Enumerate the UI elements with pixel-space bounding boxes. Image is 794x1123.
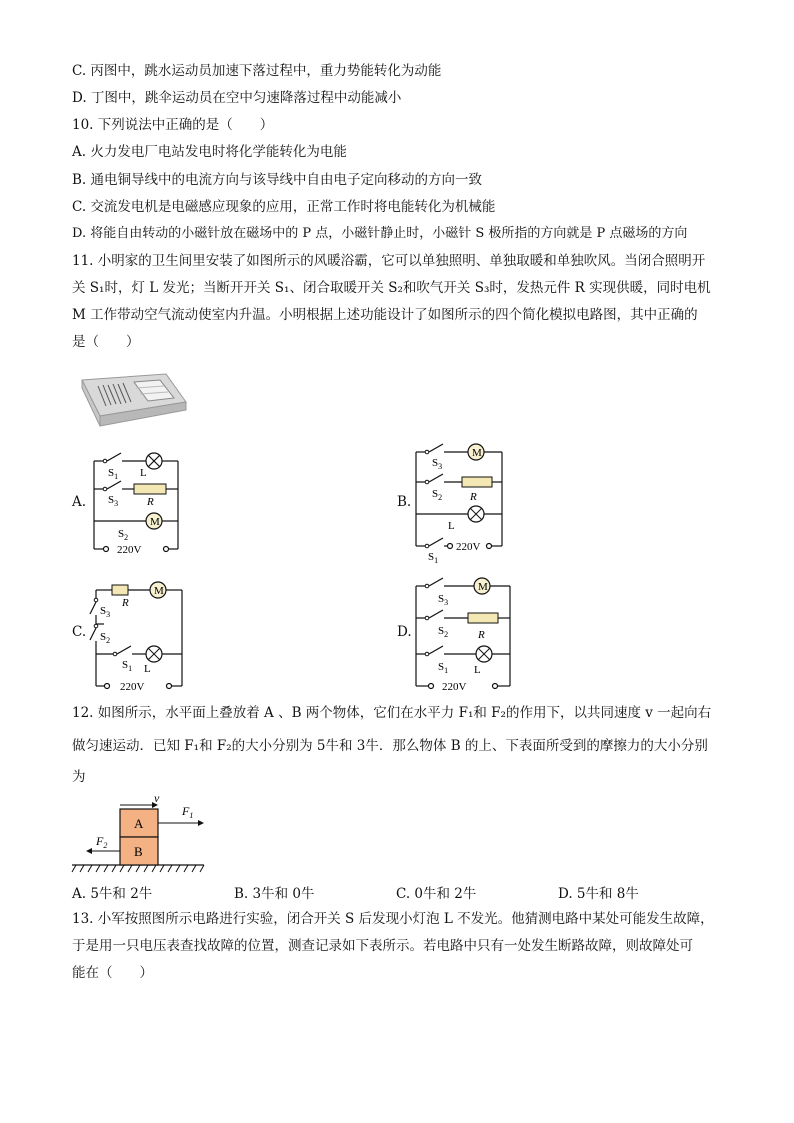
svg-text:A: A <box>134 816 144 831</box>
svg-text:L: L <box>140 467 147 479</box>
svg-text:L: L <box>144 663 151 675</box>
q12-stem-line2: 做匀速运动．已知 F₁和 F₂的大小分别为 5牛和 3牛．那么物体 B 的上、下表面所受到的摩擦力的大小分别 <box>72 738 708 754</box>
svg-text:S1: $S_1$ <box>438 661 449 675</box>
svg-text:S2: $S_2$ <box>100 631 111 645</box>
svg-text:M: M <box>154 585 164 597</box>
svg-text:F1: $F_1$ <box>182 804 194 820</box>
q11-stem-line3: M 工作带动空气流动使室内升温。小明根据上述功能设计了如图所示的四个简化模拟电路图，其中正确的 <box>72 307 698 323</box>
q9-option-d: D. 丁图中，跳伞运动员在空中匀速降落过程中动能减小 <box>72 90 402 106</box>
svg-text:S1: $S_1$ <box>428 551 439 565</box>
svg-text:S3: $S_3$ <box>438 593 449 607</box>
circuit-a <box>90 445 190 557</box>
q12-option-c: C. 0牛和 2牛 <box>396 886 477 902</box>
q10-option-b: B. 通电铜导线中的电流方向与该导线中自由电子定向移动的方向一致 <box>72 172 483 188</box>
circuit-c <box>88 578 188 693</box>
q11-stem-line1: 11. 小明家的卫生间里安装了如图所示的风暖浴霸，它可以单独照明、单独取暖和单独吹风。当闭合照明开 <box>72 253 706 269</box>
option-c-label: C. <box>72 624 87 640</box>
circuit-b <box>412 438 512 564</box>
svg-text:S3: $S_3$ <box>100 605 111 619</box>
svg-text:R: R <box>122 597 129 609</box>
svg-text:B: B <box>134 844 143 859</box>
option-a-label: A. <box>72 494 87 510</box>
q12-stem-line1: 12. 如图所示，水平面上叠放着 A 、B 两个物体，它们在水平力 F₁和 F₂的作用下，以共同速度 v 一起向右 <box>72 705 712 721</box>
svg-text:R: R <box>478 629 485 641</box>
svg-text:S2: $S_2$ <box>438 625 449 639</box>
bath-heater-image <box>78 372 190 430</box>
svg-text:L: L <box>474 664 481 676</box>
option-b-label: B. <box>397 494 412 510</box>
q10-stem: 10. 下列说法中正确的是（ ） <box>72 117 274 133</box>
svg-text:S2: $S_2$ <box>118 528 129 542</box>
option-d-label: D. <box>397 624 412 640</box>
q9-option-c: C. 丙图中，跳水运动员加速下落过程中，重力势能转化为动能 <box>72 63 442 79</box>
q10-option-d: D. 将能自由转动的小磁针放在磁场中的 P 点，小磁针静止时，小磁针 S 极所指的方向就是 P 点磁场的方向 <box>72 226 688 241</box>
svg-text:220V: 220V <box>442 681 467 693</box>
svg-text:R: R <box>470 491 477 503</box>
svg-text:M: M <box>478 581 488 593</box>
svg-text:M: M <box>472 447 482 459</box>
q12-option-d: D. 5牛和 8牛 <box>558 886 639 902</box>
q11-stem-line4: 是（ ） <box>72 334 140 350</box>
q12-option-b: B. 3牛和 0牛 <box>234 886 315 902</box>
q13-stem-line2: 于是用一只电压表查找故障的位置，测查记录如下表所示。若电路中只有一处发生断路故障，则故障处可 <box>72 938 693 954</box>
q11-stem-line2: 关 S₁时，灯 L 发光；当断开开关 S₁、闭合取暖开关 S₂和吹气开关 S₃时，发热元件 R 实现供暖，同时电机 <box>72 280 711 296</box>
q13-stem-line3: 能在（ ） <box>72 965 153 981</box>
svg-text:R: R <box>147 496 154 508</box>
svg-text:220V: 220V <box>117 544 142 556</box>
svg-text:220V: 220V <box>120 681 145 693</box>
q10-option-a: A. 火力发电厂电站发电时将化学能转化为电能 <box>72 144 347 160</box>
svg-text:S2: $S_2$ <box>432 488 443 502</box>
svg-text:S1: $S_1$ <box>122 659 133 673</box>
q10-option-c: C. 交流发电机是电磁感应现象的应用，正常工作时将电能转化为机械能 <box>72 199 496 215</box>
stacked-blocks-diagram <box>72 791 212 875</box>
svg-text:F2: $F_2$ <box>96 834 108 850</box>
q13-stem-line1: 13. 小军按照图所示电路进行实验，闭合开关 S 后发现小灯泡 L 不发光。他猜测电路中某处可能发生故障， <box>72 911 714 927</box>
svg-text:S3: $S_3$ <box>432 457 443 471</box>
svg-text:M: M <box>150 516 160 528</box>
svg-text:220V: 220V <box>456 541 481 553</box>
circuit-d <box>412 572 522 696</box>
q12-stem-line3: 为 <box>72 769 86 785</box>
svg-text:L: L <box>448 520 455 532</box>
svg-text:S3: $S_3$ <box>108 494 119 508</box>
svg-text:S1: $S_1$ <box>108 467 119 481</box>
svg-text:v: v <box>154 791 160 805</box>
q12-option-a: A. 5牛和 2牛 <box>72 886 153 902</box>
